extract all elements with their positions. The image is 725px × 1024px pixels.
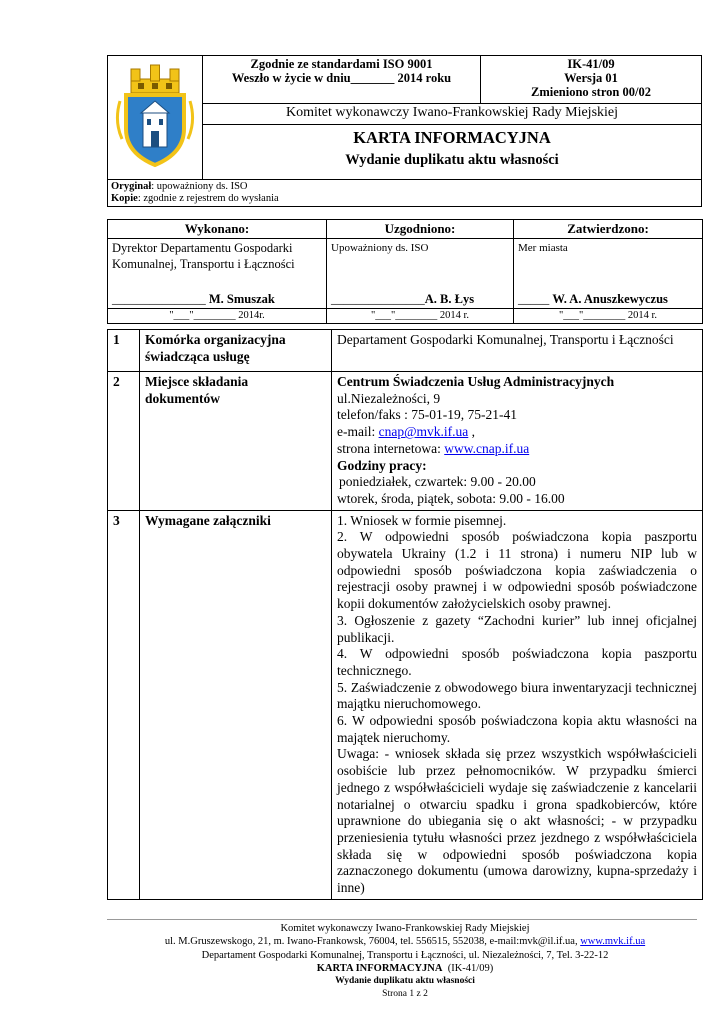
original-label: Oryginał	[111, 181, 152, 192]
approved-name: W. A. Anuszkewyczus	[552, 292, 668, 306]
agreed-cell	[327, 239, 514, 309]
agreed-date: "___"________ 2014 r.	[327, 309, 514, 324]
document-header	[107, 55, 702, 180]
attachment-item: 2. W odpowiedni sposób poświadczona kopia paszportu obywatela Ukrainy (1.2 i 11 strona) i numeru NIP lub w odpowiedni sposób poświadczona kopia zaświadczenia o rejestracji osoby prawnej i w odpowiedni sposób poświadczone kopii dokumentów założycielskich osoby prawnej.	[337, 529, 697, 612]
committee-name: Komitet wykonawczy Iwano-Frankowskiej Rady Miejskiej	[203, 104, 702, 124]
attachment-item: 6. W odpowiedni sposób poświadczona kopia aktu własności na majątek nieruchomy.	[337, 713, 697, 745]
iso-line: Zgodnie ze standardami ISO 9001	[250, 57, 433, 71]
document-code: IK-41/09	[567, 57, 615, 71]
hours-line-1: poniedziałek, czwartek: 9.00 - 20.00	[339, 474, 536, 490]
document-code-cell	[481, 56, 702, 104]
attachment-item: 1. Wniosek w formie pisemnej.	[337, 512, 507, 528]
hours-line-2: wtorek, środa, piątek, sobota: 9.00 - 16.00	[337, 490, 565, 506]
row-value	[332, 510, 703, 899]
approval-table	[107, 219, 703, 324]
row-value	[332, 372, 703, 511]
footer-address	[60, 935, 725, 948]
row-number: 3	[108, 510, 140, 899]
page-footer	[60, 922, 725, 1002]
table-row	[108, 510, 703, 899]
distribution-cell	[108, 180, 702, 207]
prepared-date: "___"________ 2014r.	[108, 309, 327, 324]
row-label: Miejsce składania dokumentów	[140, 372, 332, 511]
prepared-cell	[108, 239, 327, 309]
email-link[interactable]: cnap@mvk.if.ua	[378, 424, 469, 440]
center-address: ul.Niezależności, 9	[337, 390, 441, 406]
agreed-signature	[331, 291, 474, 307]
footer-divider	[107, 919, 697, 920]
document-subtitle: Wydanie duplikatu aktu własności	[203, 150, 702, 180]
prepared-name: M. Smuszak	[208, 292, 275, 306]
approved-role: Mer miasta	[518, 242, 568, 254]
approved-date: "___"________ 2014 r.	[514, 309, 703, 324]
row-label: Komórka organizacyjna świadcząca usługę	[140, 330, 332, 372]
row-label: Wymagane załączniki	[140, 510, 332, 899]
footer-code: (IK-41/09)	[442, 962, 494, 974]
information-table	[107, 329, 703, 900]
center-name: Centrum Świadczenia Usług Administracyjnych	[337, 374, 615, 389]
footer-committee: Komitet wykonawczy Iwano-Frankowskiej Rady Miejskiej	[280, 923, 530, 934]
signature-line: _____	[518, 292, 550, 306]
footer-website-link[interactable]: www.mvk.if.ua	[580, 936, 646, 948]
prepared-role: Dyrektor Departamentu Gospodarki Komunalnej, Transportu i Łączności	[112, 241, 295, 271]
document-title: KARTA INFORMACYJNA	[203, 124, 702, 149]
page-number: Strona 1 z 2	[382, 989, 428, 1000]
website-link[interactable]: www.cnap.if.ua	[444, 440, 530, 456]
pages-changed: Zmieniono stron 00/02	[531, 85, 651, 99]
iso-standard-cell	[203, 56, 481, 104]
copies-line	[111, 193, 698, 205]
table-row	[108, 372, 703, 511]
attachment-note: Uwaga: - wniosek składa się przez wszystkich współwłaścicieli osobiście lub przez pełnomocników. W przypadku śmierci jednego z współwłaścicieli wydaje się zaświadczenie z kancelarii notarialnej o otwarciu spadku i grona spadkobierców, które uprawnione do ubiegania się o akt własności; - w przypadku przeniesienia tytułu własności przez jezdnego z współwłaściciela składa się w odpowiedni sposób poświadczona kopia zaznaczonego dokumentu (umowa darowizny, kupna-sprzedaży i inne)	[337, 746, 697, 896]
approved-signature	[518, 291, 668, 307]
attachment-item: 5. Zaświadczenie z obwodowego biura inwentaryzacji technicznej majątku nieruchomowego.	[337, 679, 697, 712]
original-line	[111, 181, 698, 193]
agreed-header: Uzgodniono:	[327, 220, 514, 239]
agreed-role: Upoważniony ds. ISO	[331, 242, 429, 254]
email-prefix: e-mail:	[337, 424, 379, 440]
prepared-header: Wykonano:	[108, 220, 327, 239]
coat-of-arms-icon	[112, 61, 198, 171]
table-row	[108, 330, 703, 372]
row-value: Departament Gospodarki Komunalnej, Transportu i Łączności	[332, 330, 703, 372]
effective-date-line: Weszło w życie w dniu_______ 2014 roku	[231, 71, 452, 85]
hours-label: Godziny pracy:	[337, 457, 427, 473]
copies-label: Kopie	[111, 193, 138, 204]
distribution-block	[107, 179, 702, 207]
prepared-signature	[112, 291, 275, 307]
footer-title-bold: KARTA INFORMACYJNA	[316, 962, 443, 974]
approved-cell	[514, 239, 703, 309]
row-number: 1	[108, 330, 140, 372]
document-version: Wersja 01	[564, 71, 618, 85]
signature-line: _______________	[331, 292, 425, 306]
original-value: : upoważniony ds. ISO	[151, 181, 248, 192]
footer-subtitle: Wydanie duplikatu aktu własności	[335, 976, 475, 987]
row-number: 2	[108, 372, 140, 511]
web-prefix: strona internetowa:	[337, 440, 445, 456]
copies-value: : zgodnie z rejestrem do wysłania	[137, 193, 279, 204]
center-email	[337, 424, 697, 441]
attachment-item: 3. Ogłoszenie z gazety “Zachodni kurier” lub innej oficjalnej publikacji.	[337, 612, 697, 645]
center-phone: telefon/faks : 75-01-19, 75-21-41	[337, 407, 517, 423]
center-website	[337, 441, 697, 458]
city-crest-icon	[108, 56, 203, 180]
signature-line: _______________	[112, 292, 206, 306]
email-suffix: ,	[468, 424, 476, 440]
agreed-name: A. B. Łys	[424, 292, 475, 306]
footer-department: Departament Gospodarki Komunalnej, Transportu i Łączności, ul. Niezależności, 7, Tel. 3-22-12	[201, 949, 609, 961]
attachment-item: 4. W odpowiedni sposób poświadczona kopia paszportu technicznego.	[337, 646, 697, 678]
footer-address-text: ul. M.Gruszewskogo, 21, m. Iwano-Frankowsk, 76004, tel. 556515, 552038, e-mail:mvk@il.if.ua,	[164, 936, 581, 948]
footer-card-title	[60, 962, 725, 975]
approved-header: Zatwierdzono:	[514, 220, 703, 239]
